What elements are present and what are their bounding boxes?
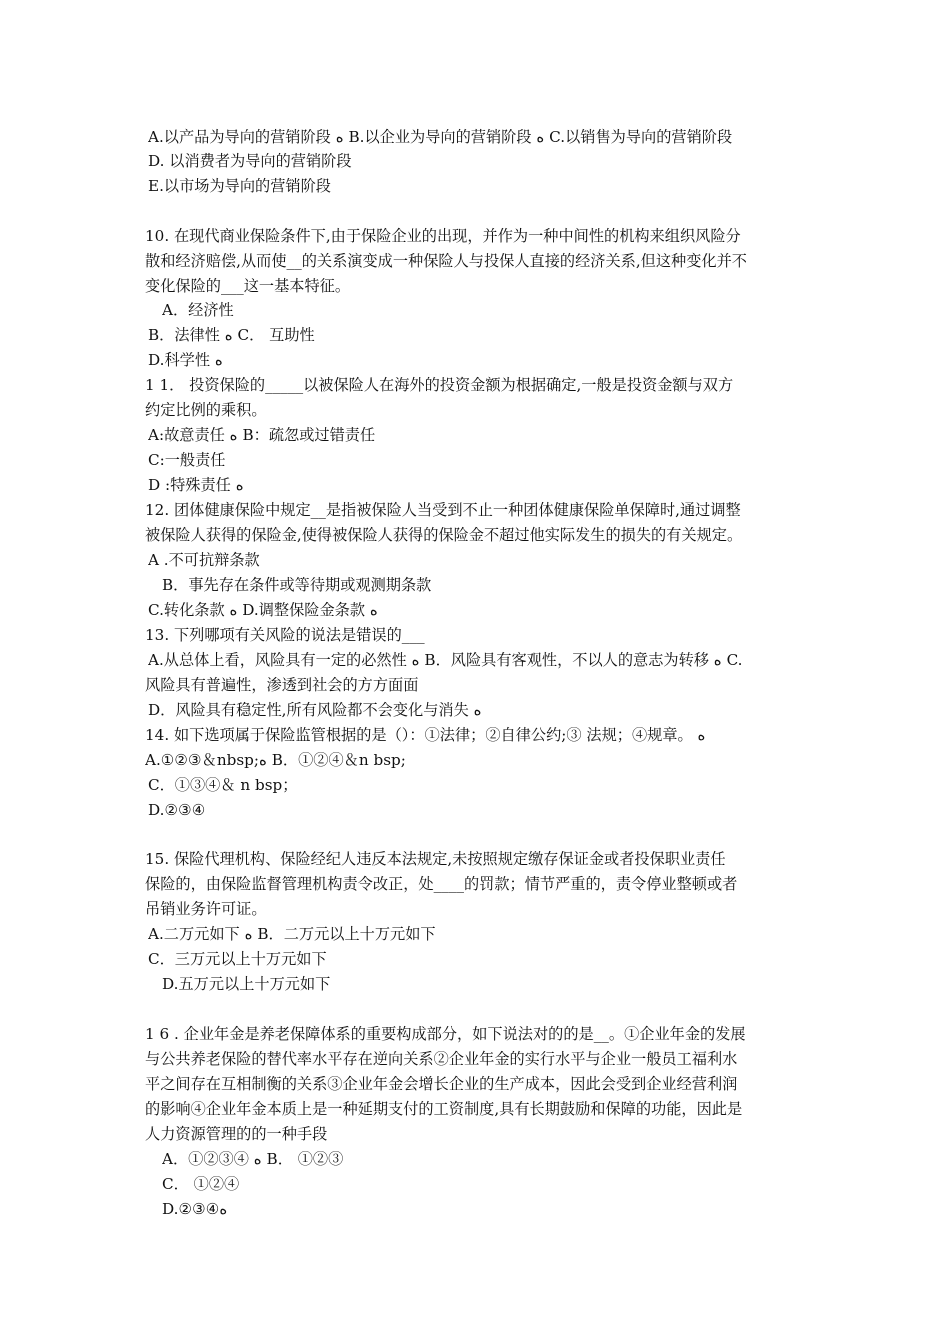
q10-option-a: A．经济性 (162, 301, 234, 319)
q11-option-c: C:一般责任 (148, 451, 226, 469)
q15-option-d: D.五万元以上十万元如下 (162, 975, 331, 993)
q9-option-e: E.以市场为导向的营销阶段 (148, 177, 331, 195)
q11-stem-line-1: 1 1． 投资保险的_____以被保险人在海外的投资金额为根据确定,一般是投资金额与双方 (145, 376, 734, 394)
q11-stem-line-2: 约定比例的乘积。 (145, 401, 267, 419)
q12-stem-line-1: 12. 团体健康保险中规定__是指被保险人当受到不止一种团体健康保险单保障时,通过调整 (145, 501, 741, 519)
q15-stem-line-1: 15. 保险代理机构、保险经纪人违反本法规定,未按照规定缴存保证金或者投保职业责任 (145, 850, 726, 868)
q16-options-ab: A．①②③④ ﻩ B． ①②③ (162, 1150, 344, 1168)
q10-stem-line-2: 散和经济赔偿,从而使__的关系演变成一种保险人与投保人直接的经济关系,但这种变化并不 (145, 252, 747, 270)
q12-option-a: A .不可抗辩条款 (148, 551, 260, 569)
q16-stem-line-2: 与公共养老保险的替代率水平存在逆向关系②企业年金的实行水平与企业一般员工福利水 (145, 1050, 738, 1068)
q10-stem-line-3: 变化保险的___这一基本特征。 (145, 277, 351, 295)
q15-stem-line-2: 保险的，由保险监督管理机构责令改正，处____的罚款；情节严重的，责令停业整顿或者 (145, 875, 738, 893)
q15-options-ab: A.二万元如下 ﻩ B．二万元以上十万元如下 (148, 925, 436, 943)
q13-stem: 13. 下列哪项有关风险的说法是错误的___ (145, 626, 425, 644)
q9-options-abc: A.以产品为导向的营销阶段 ﻩ B.以企业为导向的营销阶段 ﻩ C.以销售为导向的营销阶段 (148, 128, 733, 146)
q9-option-d: D. 以消费者为导向的营销阶段 (148, 152, 352, 170)
q14-stem: 14. 如下选项属于保险监管根据的是（）：①法律；②自律公约;③ 法规；④规章。 ﻩ (145, 726, 706, 744)
q16-stem-line-3: 平之间存在互相制衡的关系③企业年金会增长企业的生产成本，因此会受到企业经营利润 (145, 1075, 738, 1093)
q12-option-b: B．事先存在条件或等待期或观测期条款 (162, 576, 432, 594)
q14-option-d: D.②③④ (148, 801, 206, 819)
q11-option-d: D :特殊责任 ﻩ (148, 476, 244, 494)
q14-option-c: C．①③④＆ n bsp； (148, 776, 298, 794)
q16-stem-line-1: 1 6 . 企业年金是养老保障体系的重要构成部分，如下说法对的的是__。①企业年金的发展 (145, 1025, 746, 1043)
q11-options-ab: A:故意责任 ﻩ B：疏忽或过错责任 (148, 426, 376, 444)
q15-stem-line-3: 吊销业务许可证。 (145, 900, 267, 918)
q10-option-d: D.科学性 ﻩ (148, 351, 223, 369)
q16-stem-line-5: 人力资源管理的的一种手段 (145, 1125, 328, 1143)
q16-option-d: D.②③④ﻩ (162, 1200, 228, 1218)
q13-option-c-cont: 风险具有普遍性，渗透到社会的方方面面 (145, 676, 419, 694)
q12-options-cd: C.转化条款 ﻩ D.调整保险金条款 ﻩ (148, 601, 378, 619)
q10-stem-line-1: 10. 在现代商业保险条件下,由于保险企业的出现，并作为一种中间性的机构来组织风险分 (145, 227, 741, 245)
q16-option-c: C． ①②④ (162, 1175, 240, 1193)
q10-options-bc: B．法律性 ﻩ C． 互助性 (148, 326, 315, 344)
q16-stem-line-4: 的影响④企业年金本质上是一种延期支付的工资制度,具有长期鼓励和保障的功能，因此是 (145, 1100, 743, 1118)
q13-option-d: D．风险具有稳定性,所有风险都不会变化与消失 ﻩ (148, 701, 482, 719)
q14-options-ab: A.①②③＆nbsp;ﻩ B．①②④＆n bsp; (145, 751, 406, 769)
q12-stem-line-2: 被保险人获得的保险金,使得被保险人获得的保险金不超过他实际发生的损失的有关规定。 (145, 526, 743, 544)
q15-option-c: C．三万元以上十万元如下 (148, 950, 327, 968)
q13-options-abc: A.从总体上看，风险具有一定的必然性 ﻩ B．风险具有客观性，不以人的意志为转移 ﻩ C. (148, 651, 743, 669)
